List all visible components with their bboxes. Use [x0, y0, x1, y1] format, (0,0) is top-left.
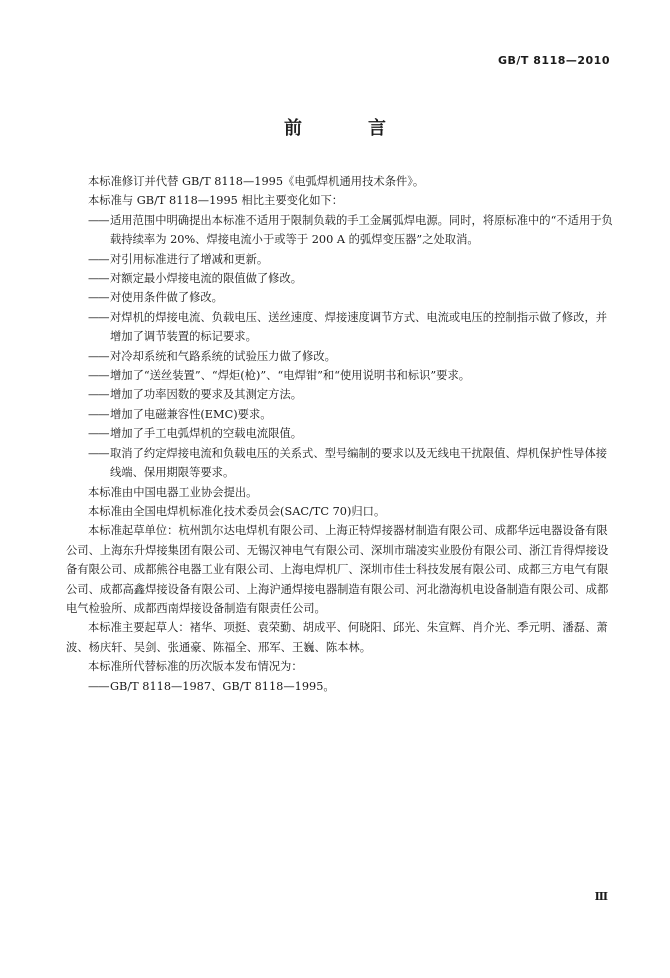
- document-body: [66, 172, 614, 696]
- change-item: —— 增加了功率因数的要求及其测定方法。: [66, 385, 614, 404]
- change-item: —— 对引用标准进行了增减和更新。: [66, 250, 614, 269]
- paragraph-replaces: 本标准修订并代替 GB/T 8118—1995《电弧焊机通用技术条件》。: [88, 175, 425, 188]
- change-item: —— 增加了“送丝装置”、“焊炬(枪)”、“电焊钳”和“使用说明书和标识”要求。: [66, 366, 614, 385]
- page-title: 前 言: [284, 118, 410, 139]
- change-item: —— 对使用条件做了修改。: [66, 288, 614, 307]
- paragraph-changes-intro: 本标准与 GB/T 8118—1995 相比主要变化如下：: [88, 194, 344, 208]
- change-item: —— 增加了电磁兼容性(EMC)要求。: [66, 405, 614, 424]
- paragraph-drafters: 本标准主要起草人：褚华、项挺、袁荣勤、胡成平、何晓阳、邱光、朱宣辉、肖介光、季元明、潘磊、萧波、杨庆轩、吴剑、张通豪、陈福全、邢军、王巍、陈本林。: [66, 621, 608, 654]
- change-item: —— 对焊机的焊接电流、负载电压、送丝速度、焊接速度调节方式、电流或电压的控制指示做了修改，并增加了调节装置的标记要求。: [66, 308, 614, 347]
- paragraph-proposer: 本标准由中国电器工业协会提出。: [88, 485, 258, 499]
- change-item: —— 增加了手工电弧焊机的空载电流限值。: [66, 424, 614, 443]
- page-number: Ⅲ: [594, 890, 608, 903]
- paragraph-drafting-units: 本标准起草单位：杭州凯尔达电焊机有限公司、上海正特焊接器材制造有限公司、成都华远电器设备有限公司、上海东升焊接集团有限公司、无锡汉神电气有限公司、深圳市瑞凌实业股份有限公司、浙江肯得焊接设备有限公司、成都熊谷电器工业有限公司、上海电焊机厂、深圳市佳士科技发展有限公司、成都三方电气有限公司、成都高鑫焊接设备有限公司、上海沪通焊接电器制造有限公司、河北渤海机电设备制造有限公司、成都电气检验所、成都西南焊接设备制造有限责任公司。: [66, 524, 609, 615]
- change-item: —— 取消了约定焊接电流和负载电压的关系式、型号编制的要求以及无线电干扰限值、焊机保护性导体接线端、保用期限等要求。: [66, 444, 614, 483]
- paragraph-committee: 本标准由全国电焊机标准化技术委员会(SAC/TC 70)归口。: [88, 504, 386, 518]
- change-item: —— 适用范围中明确提出本标准不适用于限制负载的手工金属弧焊电源。同时，将原标准中的“不适用于负载持续率为 20%、焊接电流小于或等于 200 A 的弧焊变压器”之处取消。: [66, 211, 614, 250]
- paragraph-history-intro: 本标准所代替标准的历次版本发布情况为：: [88, 660, 303, 674]
- standard-number: GB/T 8118—2010: [498, 54, 610, 67]
- change-item: —— 对冷却系统和气路系统的试验压力做了修改。: [66, 347, 614, 366]
- change-item: —— 对额定最小焊接电流的限值做了修改。: [66, 269, 614, 288]
- history-item: —— GB/T 8118—1987、GB/T 8118—1995。: [66, 677, 614, 696]
